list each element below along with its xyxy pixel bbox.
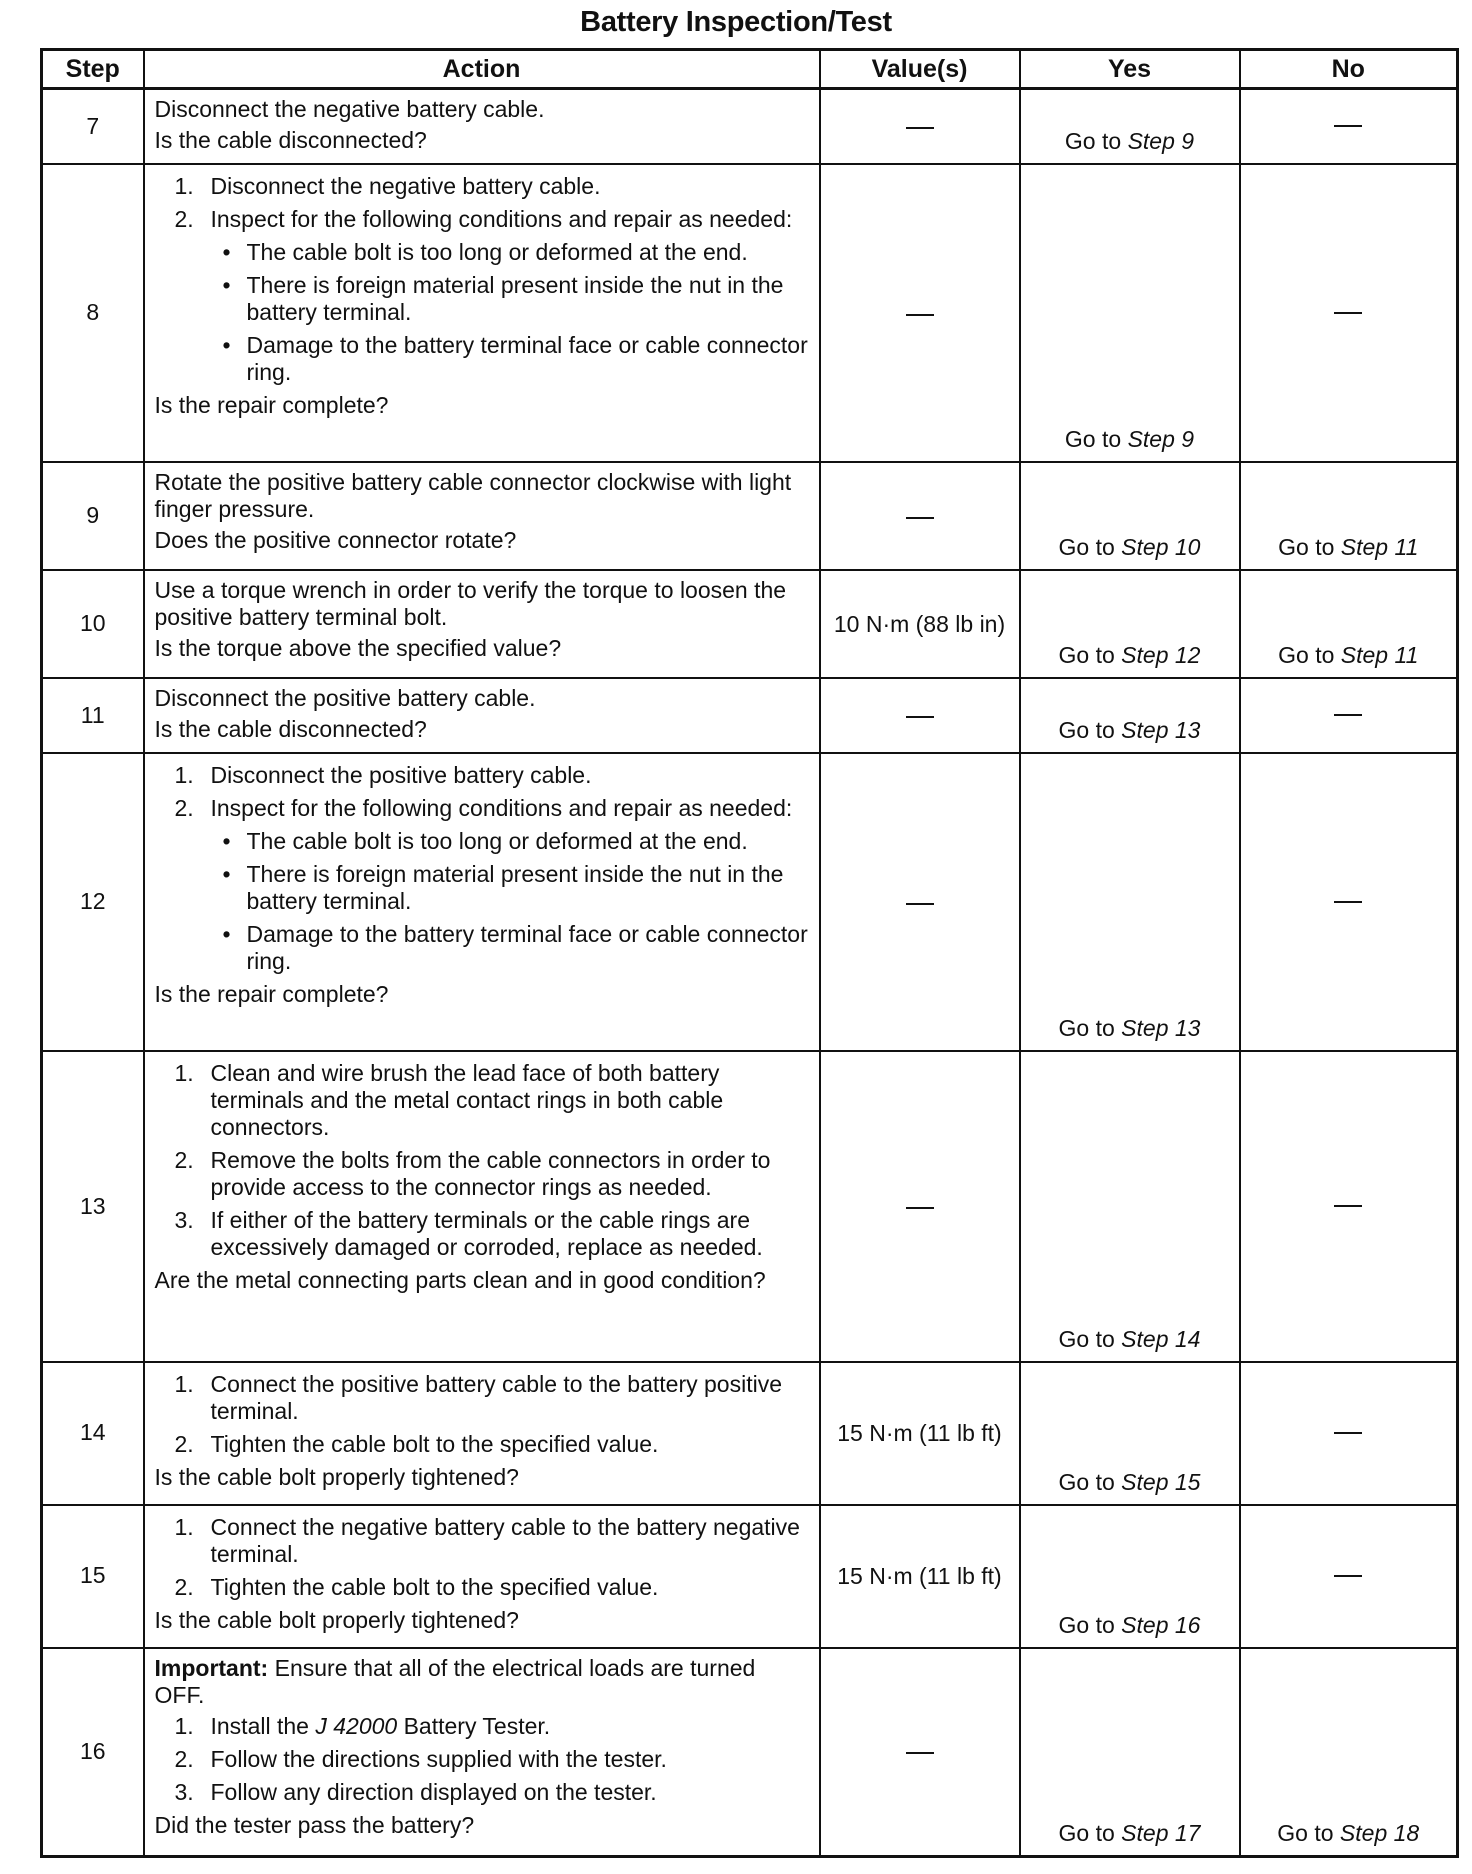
no-branch-dash [1334, 125, 1362, 127]
step-question: Is the cable disconnected? [154, 715, 427, 742]
goto-no-link[interactable] [1278, 534, 1418, 560]
goto-yes-link[interactable] [1059, 1612, 1201, 1638]
step-number: 7 [42, 89, 144, 165]
value-cell [820, 1362, 1020, 1505]
page-title: Battery Inspection/Test [580, 6, 892, 38]
action-step-number: 1. [174, 1513, 194, 1540]
action-step-text: Remove the bolts from the cable connectors in order to provide access to the connector rings as needed. [210, 1147, 771, 1201]
goto-step-target: Step 13 [1121, 717, 1201, 744]
goto-step-target: Step 17 [1121, 1820, 1201, 1846]
action-step-text: Tighten the cable bolt to the specified value. [210, 1573, 659, 1600]
action-step-text: Install the [210, 1712, 316, 1739]
yes-cell [1020, 462, 1240, 570]
action-steps-list [155, 1060, 809, 1261]
action-step-item [155, 1060, 809, 1141]
goto-prefix: Go to [1058, 1611, 1115, 1638]
value-cell [820, 570, 1020, 678]
goto-prefix: Go to [1058, 534, 1115, 561]
action-steps-list [155, 762, 809, 822]
yes-cell [1020, 678, 1240, 753]
step-number: 12 [42, 753, 144, 1051]
condition-item: • Damage to the battery terminal face or cable connector ring. [155, 332, 809, 386]
value-cell [820, 89, 1020, 165]
condition-item: • The cable bolt is too long or deformed at the end. [155, 828, 809, 855]
action-step-text: Disconnect the positive battery cable. [210, 762, 592, 789]
action-step-text: Tighten the cable bolt to the specified value. [210, 1431, 659, 1458]
goto-prefix: Go to [1278, 534, 1335, 561]
goto-prefix: Go to [1058, 1468, 1115, 1495]
goto-step-target: Step 9 [1127, 128, 1195, 155]
step-question: Is the repair complete? [154, 981, 389, 1008]
action-step-item [155, 1431, 809, 1458]
conditions-list [155, 828, 809, 975]
action-steps-list [155, 173, 809, 233]
goto-step-target: Step 16 [1121, 1611, 1201, 1638]
yes-cell [1020, 164, 1240, 462]
action-step-number: 1. [174, 1060, 194, 1087]
action-step-item [155, 1147, 809, 1201]
goto-step-target: Step 9 [1127, 426, 1195, 453]
no-value-dash [906, 716, 934, 718]
goto-prefix: Go to [1058, 1326, 1115, 1353]
action-cell [144, 164, 820, 462]
action-step-item [155, 1779, 809, 1806]
value-cell [820, 164, 1020, 462]
action-step-item [155, 762, 809, 789]
important-label: Important: [154, 1654, 269, 1681]
action-cell [144, 89, 820, 165]
goto-step-target: Step 14 [1121, 1326, 1201, 1353]
action-step-number: 1. [174, 1712, 194, 1739]
table-row [42, 570, 1458, 678]
action-cell [144, 1051, 820, 1362]
value-cell [820, 1505, 1020, 1648]
no-branch-dash [1334, 1575, 1362, 1577]
goto-prefix: Go to [1058, 717, 1115, 744]
action-step-text: Follow the directions supplied with the tester. [210, 1745, 667, 1772]
action-step-text: Battery Tester. [397, 1712, 551, 1739]
step-number: 13 [42, 1051, 144, 1362]
step-question: Is the torque above the specified value? [154, 635, 562, 662]
step-number: 9 [42, 462, 144, 570]
yes-cell [1020, 1505, 1240, 1648]
action-steps-list [155, 1713, 809, 1806]
step-question: Is the cable bolt properly tightened? [154, 1464, 519, 1491]
no-cell [1240, 462, 1458, 570]
action-cell [144, 462, 820, 570]
table-row [42, 1051, 1458, 1362]
action-step-number: 2. [174, 206, 194, 233]
diagnostic-table [40, 48, 1459, 1858]
goto-yes-link[interactable] [1065, 426, 1194, 452]
action-step-number: 1. [174, 173, 194, 200]
condition-item: • The cable bolt is too long or deformed at the end. [155, 239, 809, 266]
spec-value: 15 N·m (11 lb ft) [837, 1419, 1002, 1446]
value-cell [820, 678, 1020, 753]
conditions-list [155, 239, 809, 386]
column-header-step: Step [42, 50, 144, 89]
yes-cell [1020, 753, 1240, 1051]
action-step-number: 3. [174, 1778, 194, 1805]
no-value-dash [906, 127, 934, 129]
action-text: Disconnect the negative battery cable. [154, 96, 545, 122]
no-value-dash [906, 903, 934, 905]
goto-prefix: Go to [1064, 128, 1122, 155]
step-number: 14 [42, 1362, 144, 1505]
table-row [42, 1505, 1458, 1648]
goto-yes-link[interactable] [1059, 642, 1201, 668]
action-step-number: 1. [174, 1371, 194, 1398]
goto-step-target: Step 10 [1121, 534, 1201, 561]
action-step-item [155, 795, 809, 822]
no-branch-dash [1334, 1205, 1362, 1207]
yes-cell [1020, 1362, 1240, 1505]
goto-step-target: Step 11 [1340, 534, 1419, 561]
goto-step-target: Step 12 [1121, 641, 1201, 668]
tool-id: J 42000 [315, 1712, 398, 1739]
action-step-item [155, 1371, 809, 1425]
no-cell [1240, 753, 1458, 1051]
no-value-dash [906, 314, 934, 316]
goto-prefix: Go to [1058, 1015, 1115, 1042]
important-note [155, 1655, 809, 1709]
action-cell [144, 1362, 820, 1505]
action-step-number: 2. [174, 1431, 194, 1458]
action-steps-list [155, 1371, 809, 1458]
no-value-dash [906, 517, 934, 519]
action-step-number: 2. [174, 1573, 194, 1600]
action-text: Use a torque wrench in order to verify the torque to loosen the positive battery terminal bolt. [154, 577, 787, 631]
no-cell [1240, 164, 1458, 462]
step-number: 10 [42, 570, 144, 678]
condition-item: • Damage to the battery terminal face or cable connector ring. [155, 921, 809, 975]
step-question: Does the positive connector rotate? [154, 527, 517, 554]
column-header-values: Value(s) [820, 50, 1020, 89]
goto-prefix: Go to [1064, 426, 1122, 453]
action-step-text: Follow any direction displayed on the tester. [210, 1778, 657, 1805]
action-step-item [155, 206, 809, 233]
goto-yes-link[interactable] [1059, 1469, 1201, 1495]
condition-item: • There is foreign material present inside the nut in the battery terminal. [155, 861, 809, 915]
column-header-yes: Yes [1020, 50, 1240, 89]
action-cell [144, 1648, 820, 1857]
table-row [42, 462, 1458, 570]
action-step-text: Inspect for the following conditions and repair as needed: [210, 206, 793, 233]
yes-cell [1020, 1648, 1240, 1857]
action-step-item [155, 1713, 809, 1740]
goto-prefix: Go to [1277, 1820, 1334, 1846]
spec-value: 10 N·m (88 lb in) [833, 610, 1006, 637]
no-branch-dash [1334, 312, 1362, 314]
no-branch-dash [1334, 714, 1362, 716]
goto-yes-link[interactable] [1059, 1015, 1201, 1041]
table-row [42, 1362, 1458, 1505]
action-step-text: Connect the positive battery cable to the battery positive terminal. [210, 1371, 782, 1425]
yes-cell [1020, 89, 1240, 165]
goto-prefix: Go to [1058, 641, 1115, 668]
no-value-dash [906, 1207, 934, 1209]
action-step-number: 3. [174, 1207, 194, 1234]
goto-yes-link[interactable] [1059, 717, 1201, 743]
header-row [42, 50, 1458, 89]
action-step-text: Disconnect the negative battery cable. [210, 173, 601, 200]
step-number: 16 [42, 1648, 144, 1857]
goto-prefix: Go to [1058, 1820, 1115, 1846]
column-header-no: No [1240, 50, 1458, 89]
action-step-item [155, 1207, 809, 1261]
goto-step-target: Step 11 [1340, 641, 1419, 668]
action-cell [144, 753, 820, 1051]
step-question: Is the cable disconnected? [154, 127, 427, 153]
value-cell [820, 1051, 1020, 1362]
action-steps-list [155, 1514, 809, 1601]
no-value-dash [906, 1752, 934, 1754]
action-step-item [155, 173, 809, 200]
yes-cell [1020, 1051, 1240, 1362]
no-cell [1240, 89, 1458, 165]
yes-cell [1020, 570, 1240, 678]
goto-prefix: Go to [1278, 641, 1335, 668]
action-step-text: Connect the negative battery cable to the battery negative terminal. [210, 1513, 800, 1567]
no-branch-dash [1334, 1432, 1362, 1434]
action-step-number: 2. [174, 1147, 194, 1174]
action-cell [144, 678, 820, 753]
condition-item: • There is foreign material present inside the nut in the battery terminal. [155, 272, 809, 326]
goto-yes-link[interactable] [1059, 1326, 1201, 1352]
step-question: Did the tester pass the battery? [154, 1811, 475, 1838]
goto-yes-link[interactable] [1059, 1820, 1201, 1846]
step-number: 11 [42, 678, 144, 753]
no-cell [1240, 1648, 1458, 1857]
no-cell [1240, 1362, 1458, 1505]
action-step-number: 2. [174, 1745, 194, 1772]
important-text: Ensure that all of the electrical loads are turned OFF. [154, 1654, 756, 1708]
no-branch-dash [1334, 901, 1362, 903]
step-question: Is the repair complete? [154, 392, 389, 419]
table-row [42, 678, 1458, 753]
action-step-item [155, 1514, 809, 1568]
no-cell [1240, 1051, 1458, 1362]
goto-step-target: Step 15 [1121, 1468, 1201, 1495]
action-step-item [155, 1746, 809, 1773]
action-step-text: Inspect for the following conditions and repair as needed: [210, 795, 793, 822]
goto-step-target: Step 13 [1121, 1015, 1201, 1042]
goto-yes-link[interactable] [1065, 128, 1194, 154]
table-row [42, 753, 1458, 1051]
action-step-item [155, 1574, 809, 1601]
goto-no-link[interactable] [1277, 1820, 1419, 1846]
goto-step-target: Step 18 [1339, 1820, 1420, 1846]
action-text: Disconnect the positive battery cable. [154, 684, 536, 711]
action-cell [144, 570, 820, 678]
goto-yes-link[interactable] [1059, 534, 1201, 560]
no-cell [1240, 570, 1458, 678]
value-cell [820, 1648, 1020, 1857]
goto-no-link[interactable] [1278, 642, 1418, 668]
step-number: 8 [42, 164, 144, 462]
step-question: Are the metal connecting parts clean and in good condition? [154, 1267, 766, 1294]
action-step-number: 1. [174, 762, 194, 789]
table-row [42, 1648, 1458, 1857]
step-number: 15 [42, 1505, 144, 1648]
table-row [42, 89, 1458, 165]
no-cell [1240, 1505, 1458, 1648]
spec-value: 15 N·m (11 lb ft) [837, 1562, 1002, 1589]
value-cell [820, 753, 1020, 1051]
no-cell [1240, 678, 1458, 753]
action-step-text: Clean and wire brush the lead face of both battery terminals and the metal contact rings in both cable connectors. [210, 1060, 724, 1141]
action-step-number: 2. [174, 795, 194, 822]
action-cell [144, 1505, 820, 1648]
value-cell [820, 462, 1020, 570]
step-question: Is the cable bolt properly tightened? [154, 1606, 519, 1633]
action-text: Rotate the positive battery cable connector clockwise with light finger pressure. [154, 469, 792, 523]
action-step-text: If either of the battery terminals or the cable rings are excessively damaged or corroded, replace as needed. [210, 1207, 763, 1261]
table-row [42, 164, 1458, 462]
column-header-action: Action [144, 50, 820, 89]
